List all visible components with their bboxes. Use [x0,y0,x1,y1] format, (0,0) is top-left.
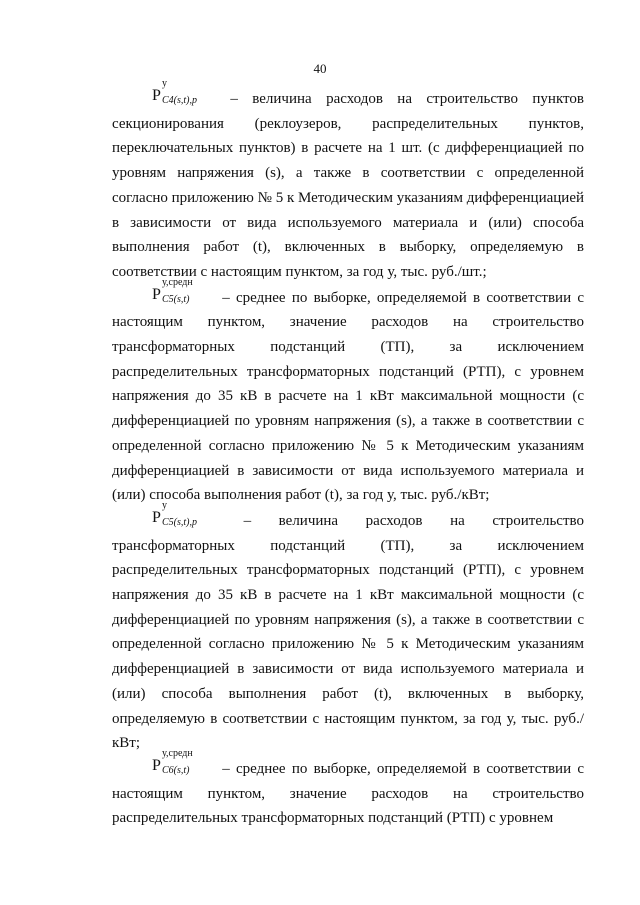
formula-symbol [152,747,216,776]
symbol-superscript: у [162,78,167,89]
definition-c4 [112,78,584,285]
definition-c5-average [112,276,584,508]
symbol-base: P [152,508,161,526]
symbol-base: P [152,285,161,303]
formula-symbol [152,78,216,106]
definition-c5 [112,499,584,756]
definition-text: – величина расходов на строительство трансформаторных подстанций (ТП), за исключением распределительных трансформаторных подстанций (РТП), с уровнем напряжения до 35 кВ в расчете на 1 кВт максимальной мощности (с дифференциацией по уровням напряжения (s), а также в соответствии с определенной согласно приложению № 5 к Методическим указаниям дифференциацией в зависимости от вида используемого материала и (или) способа выполнения работ (t), включенных в выборку, определяемую в соответствии с настоящим пунктом, за год у, тыс. руб./кВт; [112,512,584,752]
symbol-base: P [152,756,161,774]
definition-text: – среднее по выборке, определяемой в соответствии с настоящим пунктом, значение расходов на строительство трансформаторных подстанций (ТП), за исключением распределительных трансформаторных подстанций (РТП), с уровнем напряжения до 35 кВ в расчете на 1 кВт максимальной мощности (с дифференциацией по уровням напряжения (s), а также в соответствии с определенной согласно приложению № 5 к Методическим указаниям дифференциацией в зависимости от вида используемого материала и (или) способа выполнения работ (t), за год у, тыс. руб./кВт; [112,289,584,504]
symbol-superscript: у,средн [162,276,193,288]
definition-text: – величина расходов на строительство пунктов секционирования (реклоузеров, распределительных пунктов, переключательных пунктов) в расчете на 1 шт. (с дифференциацией по уровням напряжения (s), а также в соответствии с определенной согласно приложению № 5 к Методическим указаниям дифференциацией в зависимости от вида используемого материала и (или) способа выполнения работ (t), включенных в выборку, определяемую в соответствии с настоящим пунктом, за год у, тыс. руб./шт.; [112,91,584,280]
symbol-subscript: C4(s,t),p [162,95,197,106]
formula-symbol [152,499,216,528]
definition-c6-average [112,747,584,831]
symbol-superscript: у,средн [162,747,193,759]
symbol-subscript: C5(s,t),p [162,516,197,528]
definition-text: – среднее по выборке, определяемой в соответствии с настоящим пунктом, значение расходов на строительство распределительных трансформаторных подстанций (РТП) с уровнем [112,760,584,827]
symbol-base: P [152,87,161,104]
symbol-subscript: C5(s,t) [162,293,190,305]
symbol-subscript: C6(s,t) [162,764,190,776]
page-number: 40 [313,61,327,76]
symbol-superscript: у [162,499,167,511]
body-text [112,78,584,831]
formula-symbol [152,276,216,305]
